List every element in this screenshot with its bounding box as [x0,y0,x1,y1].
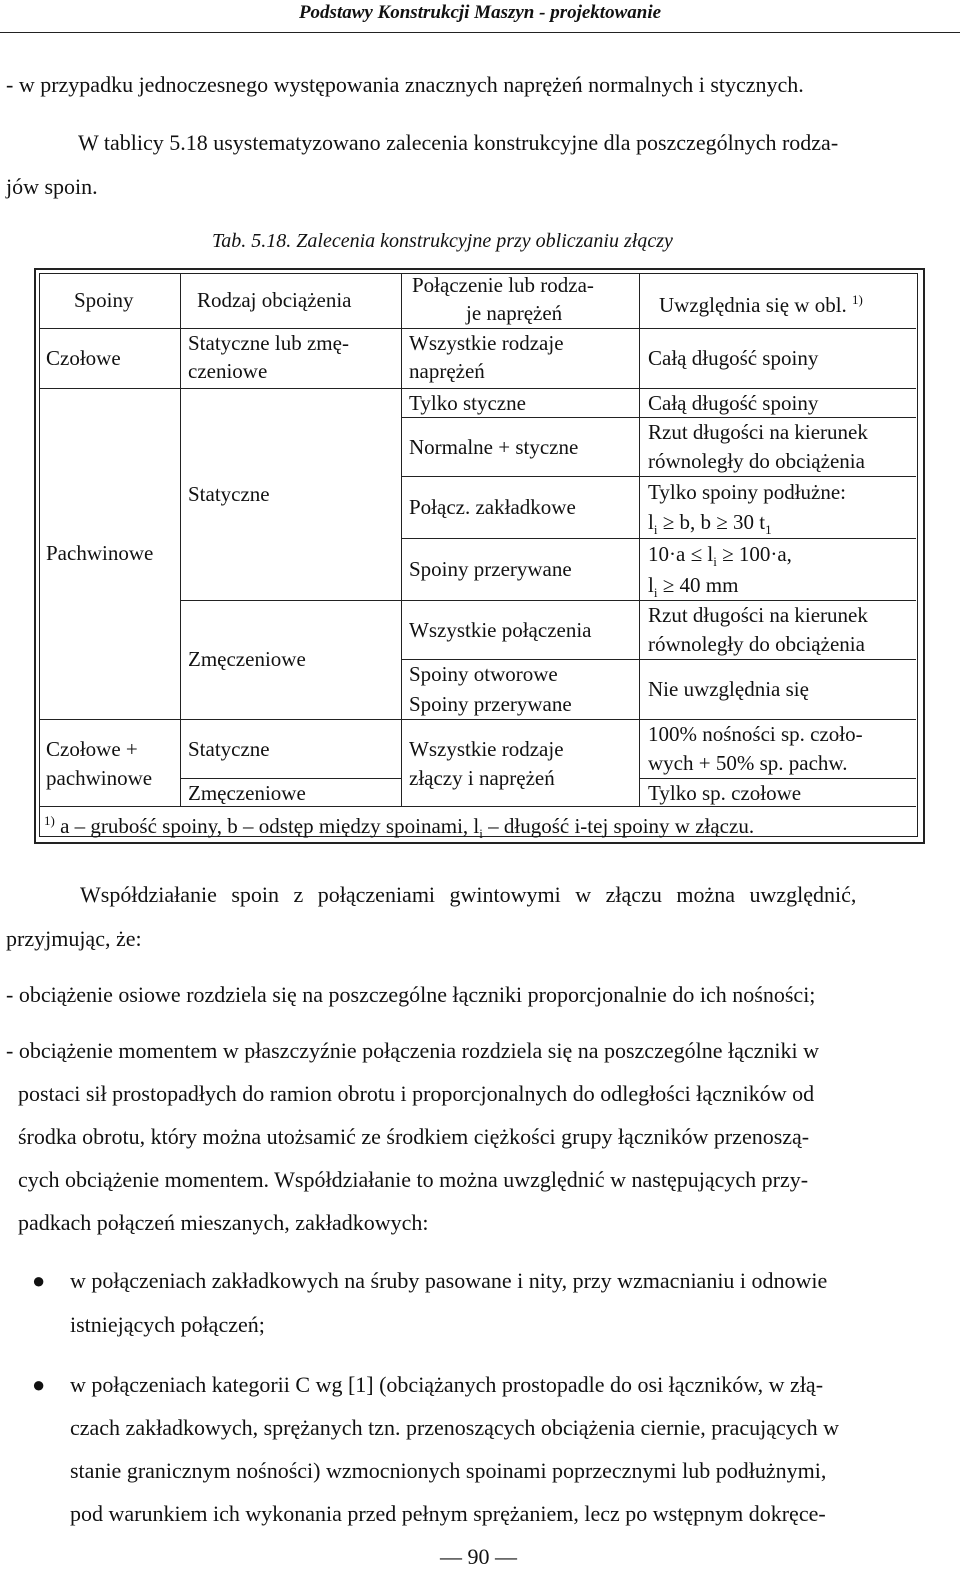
list-item-1: - obciążenie osiowe rozdziela się na poszczególne łączniki proporcjonalnie do ich nośności; [6,982,816,1007]
cell-wszystkie-rodzaje-line2: naprężeń [409,359,485,383]
col-divider-2 [401,273,402,806]
cell-spoiny-przerywane-1: Spoiny przerywane [409,557,572,581]
cell-czolowe-plus: Czołowe + [46,737,138,761]
bullet-2-line1: w połączeniach kategorii C wg [1] (obciążanych prostopadle do osi łączników, w złą- [70,1372,824,1397]
bullet-icon: ● [32,1268,46,1293]
header-spoiny: Spoiny [74,288,134,312]
row-line-pachwinowe [40,719,916,720]
row-line-footnote [40,806,916,807]
cell-tylko-podluzne: Tylko spoiny podłużne: [648,480,847,504]
list-item-2-line2: postaci sił prostopadłych do ramion obrotu i proporcjonalnych do odległości łączników od [18,1081,815,1106]
row-line-header [40,328,916,329]
cell-normalne-styczne: Normalne + styczne [409,435,579,459]
cell-zmeczeniowe-2: Zmęczeniowe [188,781,306,805]
list-item-2-line3: środka obrotu, który można utożsamić ze środkiem ciężkości grupy łączników przenoszą- [18,1124,810,1149]
table-footnote: $^{1)}$ a – grubość spoiny, b – odstęp między spoinami, $l_i$ – długość i-tej spoiny w złączu. [44,813,755,842]
cell-polacz-zakladkowe: Połącz. zakładkowe [409,495,576,519]
row-line-2 [401,476,916,477]
bullet-2-line3: stanie granicznym nośności) wzmocnionych spoinami poprzecznymi lub podłużnymi, [70,1458,827,1483]
header-uwzglednia: Uwzględnia się w obl. $^{1)}$ [659,292,863,317]
cell-zmeczeniowe-1: Zmęczeniowe [188,647,306,671]
list-item-2-line4: cych obciążenie momentem. Współdziałanie to można uwzględnić w następujących przy- [18,1167,809,1192]
page-header-title: Podstawy Konstrukcji Maszyn - projektowanie [298,2,662,23]
row-line-5 [180,778,401,779]
cell-stat-zmecz-line2: czeniowe [188,359,268,383]
bullet-icon: ● [32,1372,46,1397]
cell-condition-1: $l_i \ge b$, b ≥ 30 $t_1$ [648,510,772,538]
intro-line-3: jów spoin. [6,174,98,199]
cell-wszystkie-rodzaje-line1: Wszystkie rodzaje [409,331,564,355]
row-line-6 [639,778,916,779]
cell-tylko-styczne: Tylko styczne [409,391,526,415]
list-item-2-line5: padkach połączeń mieszanych, zakładkowych: [18,1210,429,1235]
cell-wszystkie-polaczenia: Wszystkie połączenia [409,618,592,642]
cell-rzut-2-line1: Rzut długości na kierunek [648,603,868,627]
header-polaczenie-line2: je naprężeń [466,301,563,325]
bullet-1-line2: istniejących połączeń; [70,1312,265,1337]
bullet-2-line2: czach zakładkowych, sprężanych tzn. przenoszących obciążenia ciernie, pracujących w [70,1415,839,1440]
row-line-czolowe [40,388,916,389]
cell-condition-2: $10\cdot a \le l_i \ge 100\cdot a$, [648,542,792,570]
col-divider-1 [180,273,181,806]
col-divider-3 [639,273,640,806]
cell-pachwinowe-lc: pachwinowe [46,766,153,790]
intro-line-1: - w przypadku jednoczesnego występowania znacznych naprężeń normalnych i stycznych. [6,72,804,97]
cell-rzut-1-line2: równoległy do obciążenia [648,449,865,473]
cell-condition-3: $l_i \ge 40$ mm [648,573,739,601]
bullet-1-line1: w połączeniach zakładkowych na śruby pasowane i nity, przy wzmacnianiu i odnowie [70,1268,828,1293]
row-line-1 [401,417,916,418]
cell-wszystkie-zlaczy-line1: Wszystkie rodzaje [409,737,564,761]
cell-nie-uwzglednia: Nie uwzględnia się [648,677,809,701]
cell-statyczne-2: Statyczne [188,737,270,761]
intro-line-2: W tablicy 5.18 usystematyzowano zalecenia konstrukcyjne dla poszczególnych rodza- [78,130,839,155]
cell-cala-dlugosc-2: Całą długość spoiny [648,391,819,415]
cell-tylko-czolowe: Tylko sp. czołowe [648,781,802,805]
cell-statyczne: Statyczne [188,482,270,506]
page-number: — 90 — [440,1544,517,1569]
row-line-stat-zmecz [180,600,916,601]
para1-line1: Współdziałanie spoin z połączeniami gwintowymi w złączu można uwzględnić, [80,882,857,907]
list-item-2-line1: - obciążenie momentem w płaszczyźnie połączenia rozdziela się na poszczególne łączniki w [6,1038,819,1063]
cell-rzut-1-line1: Rzut długości na kierunek [648,420,868,444]
header-polaczenie-line1: Połączenie lub rodza- [412,273,594,297]
cell-cala-dlugosc-1: Całą długość spoiny [648,346,819,370]
cell-rzut-2-line2: równoległy do obciążenia [648,632,865,656]
cell-spoiny-otworowe: Spoiny otworowe [409,662,558,686]
table-caption: Tab. 5.18. Zalecenia konstrukcyjne przy obliczaniu złączy [212,230,673,252]
cell-procent-line1: 100% nośności sp. czoło- [648,722,863,746]
cell-czolowe: Czołowe [46,346,121,370]
cell-procent-line2: wych + 50% sp. pachw. [648,751,848,775]
cell-stat-zmecz-line1: Statyczne lub zmę- [188,331,349,355]
cell-spoiny-przerywane-2: Spoiny przerywane [409,692,572,716]
row-line-4 [401,659,916,660]
header-divider [0,32,960,33]
para1-line2: przyjmując, że: [6,926,142,951]
cell-wszystkie-zlaczy-line2: złączy i naprężeń [409,766,555,790]
header-rodzaj-obciazenia: Rodzaj obciążenia [197,288,352,312]
cell-pachwinowe: Pachwinowe [46,541,154,565]
bullet-2-line4: pod warunkiem ich wykonania przed pełnym sprężaniem, lecz po wstępnym dokręce- [70,1501,826,1526]
